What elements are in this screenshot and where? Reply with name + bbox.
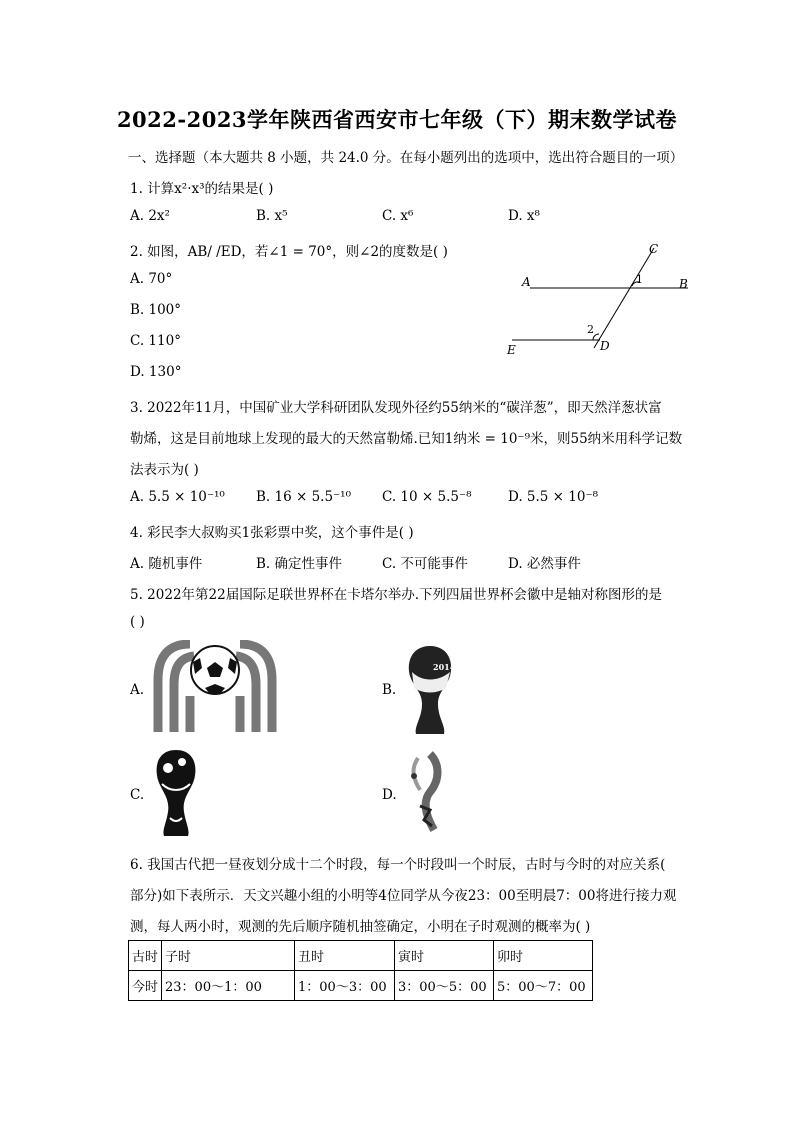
label-c: C xyxy=(649,242,659,256)
table-cell: 1：00～3：00 xyxy=(295,971,395,1001)
question-5-option-d: D. xyxy=(382,787,397,803)
label-angle-1: 1 xyxy=(636,273,643,286)
question-1-option-d: D. x⁸ xyxy=(508,208,540,224)
question-6-line-3: 测，每人两小时，观测的先后顺序随机抽签确定，小明在子时观测的概率为( ) xyxy=(130,919,591,935)
table-row xyxy=(129,971,593,1001)
section-heading: 一、选择题（本大题共 8 小题，共 24.0 分。在每小题列出的选项中，选出符合题目的一项） xyxy=(128,150,684,166)
transversal-cd xyxy=(594,248,654,348)
question-1-option-c: C. x⁶ xyxy=(382,208,414,224)
question-5-line-1: 5. 2022年第22届国际足联世界杯在卡塔尔举办.下列四届世界杯会徽中是轴对称图形的是 xyxy=(130,587,662,603)
table-row xyxy=(129,941,593,971)
logo-c-dot xyxy=(163,763,173,773)
label-b: B xyxy=(679,277,688,291)
logo-d-dot xyxy=(411,773,417,779)
question-3-option-c: C. 10 × 5.5⁻⁸ xyxy=(382,489,472,505)
parallel-lines-figure xyxy=(500,236,700,360)
logo-d-image xyxy=(404,750,444,836)
time-correspondence-table xyxy=(128,940,593,1001)
question-6-line-2: 部分)如下表所示．天文兴趣小组的小明等4位同学从今夜23：00至明晨7：00将进行接力观 xyxy=(130,888,677,904)
question-3-option-a: A. 5.5 × 10⁻¹⁰ xyxy=(130,489,225,505)
question-2-stem: 2. 如图，AB/ /ED，若∠1 = 70°，则∠2的度数是( ) xyxy=(130,244,448,260)
table-cell: 丑时 xyxy=(295,941,395,971)
question-6-line-1: 6. 我国古代把一昼夜划分成十二个时段，每一个时段叫一个时辰，古时与今时的对应关系( xyxy=(130,857,666,873)
question-4-option-a: A. 随机事件 xyxy=(130,556,203,572)
question-1-stem: 1. 计算x²·x³的结果是( ) xyxy=(130,181,274,197)
table-cell: 寅时 xyxy=(395,941,494,971)
question-5-line-2: ( ) xyxy=(130,614,145,630)
question-5-option-c: C. xyxy=(130,787,145,803)
question-2-option-b: B. 100° xyxy=(130,302,182,318)
label-angle-2: 2 xyxy=(587,323,594,336)
question-3-line-2: 勒烯，这是目前地球上发现的最大的天然富勒烯.已知1纳米 = 10⁻⁹米，则55纳米用科学记数 xyxy=(130,431,683,447)
question-1-option-a: A. 2x² xyxy=(130,208,170,224)
question-5-option-b: B. xyxy=(382,682,397,698)
logo-c-image xyxy=(152,748,200,838)
question-3-option-d: D. 5.5 × 10⁻⁸ xyxy=(508,489,599,505)
question-4-option-c: C. 不可能事件 xyxy=(382,556,468,572)
logo-a-image xyxy=(150,640,280,735)
question-3-line-3: 法表示为( ) xyxy=(130,462,199,478)
table-cell: 子时 xyxy=(162,941,295,971)
table-cell: 今时 xyxy=(129,971,162,1001)
table-cell: 3：00～5：00 xyxy=(395,971,494,1001)
label-e: E xyxy=(507,343,516,357)
question-4-stem: 4. 彩民李大叔购买1张彩票中奖，这个事件是( ) xyxy=(130,525,414,541)
page-title: 2022-2023学年陕西省西安市七年级（下）期末数学试卷 xyxy=(116,107,678,132)
table-cell: 古时 xyxy=(129,941,162,971)
question-2-option-c: C. 110° xyxy=(130,333,181,349)
question-4-option-d: D. 必然事件 xyxy=(508,556,581,572)
question-5-option-a: A. xyxy=(130,682,145,698)
question-4-option-b: B. 确定性事件 xyxy=(256,556,343,572)
logo-d-ribbon xyxy=(426,754,438,830)
question-3-option-b: B. 16 × 5.5⁻¹⁰ xyxy=(256,489,351,505)
logo-c-trophy-shape xyxy=(157,750,196,836)
label-d: D xyxy=(600,339,610,353)
logo-c-dot xyxy=(178,758,186,766)
table-cell: 卯时 xyxy=(494,941,593,971)
question-3-line-1: 3. 2022年11月，中国矿业大学科研团队发现外径约55纳米的“碳洋葱”，即天然洋葱状富 xyxy=(130,400,662,416)
logo-b-image xyxy=(400,642,460,736)
question-1-option-b: B. x⁵ xyxy=(256,208,288,224)
logo-b-year-text: 2014 xyxy=(433,662,456,672)
table-cell: 5：00～7：00 xyxy=(494,971,593,1001)
label-a: A xyxy=(522,275,531,289)
table-cell: 23：00～1：00 xyxy=(162,971,295,1001)
question-2-option-d: D. 130° xyxy=(130,364,182,380)
question-2-option-a: A. 70° xyxy=(130,271,173,287)
